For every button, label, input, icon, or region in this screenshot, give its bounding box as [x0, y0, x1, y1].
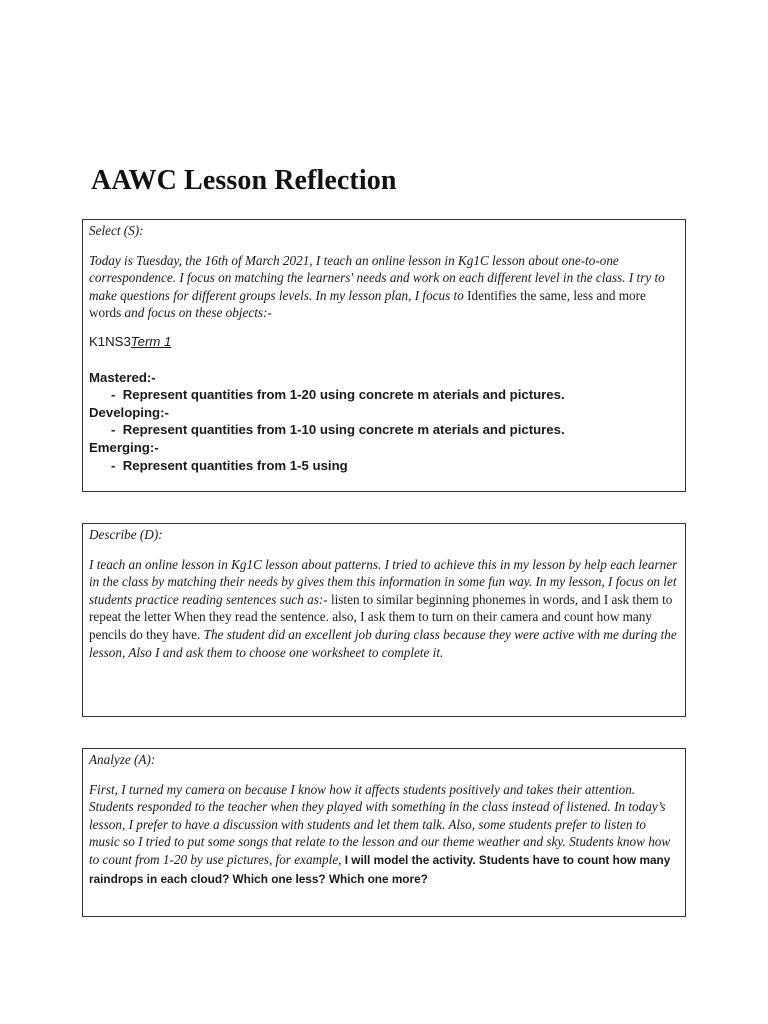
describe-text-normal: - listen to similar beginning phonemes in words, and I ask them to repeat the letter When they read the sentence. also, I ask them to turn on their camera and count how many pencils do they have.: [89, 591, 673, 642]
level-mastered-item: - Represent quantities from 1-20 using concrete m aterials and pictures.: [111, 387, 565, 403]
outcome-code-id: K1NS3: [89, 333, 131, 349]
level-mastered-label: Mastered:-: [89, 369, 156, 385]
analyze-text-italic: First, I turned my camera on because I know how it affects students positively and takes their attention. Students responded to the teacher when they played with something in the class instead of listened. In today’s lesson, I prefer to have a discussion with students and let them talk. Also, some students prefer to listen to music so I tried to put some songs that relate to the lesson and our theme weather and sky. Students know how to count from 1-20 by use pictures, for example,: [89, 781, 671, 867]
select-paragraph: [89, 252, 679, 322]
select-text-normal: Identifies the same, less and more words: [89, 287, 646, 321]
level-emerging-label: Emerging:-: [89, 439, 159, 455]
level-mastered-text: Represent quantities from 1-20 using concrete m aterials and pictures.: [122, 387, 565, 403]
describe-heading: Describe (D):: [89, 527, 163, 542]
level-developing-label: Developing:-: [89, 404, 169, 420]
level-emerging-item: - Represent quantities from 1-5 using: [111, 457, 348, 473]
analyze-paragraph: [89, 781, 679, 889]
level-developing-text: Represent quantities from 1-10 using concrete m aterials and pictures.: [122, 422, 565, 438]
describe-paragraph: [89, 556, 679, 662]
analyze-section: [82, 748, 686, 917]
describe-section: [82, 523, 686, 717]
analyze-heading: Analyze (A):: [89, 752, 156, 767]
select-text-italic-end: and focus on these objects:-: [121, 305, 272, 321]
level-developing-item: - Represent quantities from 1-10 using concrete m aterials and pictures.: [111, 422, 565, 438]
select-heading: Select (S):: [89, 223, 144, 238]
select-text-italic: Today is Tuesday, the 16th of March 2021, I teach an online lesson in Kg1C lesson about one-to-one correspondence. I focus on matching the learners' needs and work on each different level in the class. I try to make questions for different groups levels. In my lesson plan, I focus to: [89, 252, 665, 303]
page-title: AAWC Lesson Reflection: [91, 165, 397, 196]
select-section: [82, 219, 686, 492]
describe-text-italic-end: The student did an excellent job during class because they were active with me during the lesson, Also I and ask them to choose one worksheet to complete it.: [89, 626, 677, 660]
level-emerging-text: Represent quantities from 1-5 using: [122, 457, 348, 473]
outcome-term: Term 1: [130, 333, 172, 349]
describe-text-italic: I teach an online lesson in Kg1C lesson about patterns. I tried to achieve this in my lesson by help each learner in the class by matching their needs by gives them this information in some fun way. In my lesson, I focus on let students practice reading sentences such as:: [89, 556, 678, 607]
outcome-code: [89, 333, 679, 351]
analyze-text-bold: I will model the activity. Students have to count how many raindrops in each cloud? Which one less? Which one more?: [89, 852, 671, 886]
